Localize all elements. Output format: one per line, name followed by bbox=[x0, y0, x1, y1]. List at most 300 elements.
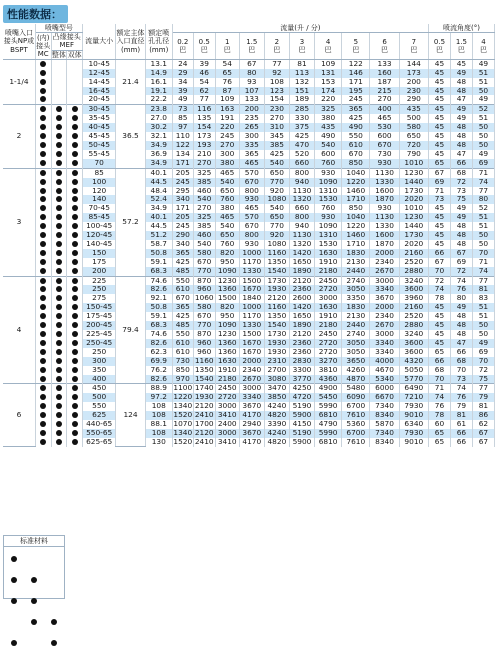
flow-cell: 385 bbox=[264, 141, 289, 150]
table-row bbox=[3, 123, 495, 132]
dot-icon bbox=[40, 188, 46, 194]
dot-icon bbox=[72, 106, 78, 112]
flow-cell: 465 bbox=[239, 159, 264, 168]
flow-cell: 146 bbox=[342, 69, 370, 78]
header-a1: 1.5 巴 bbox=[450, 33, 472, 60]
mef-whole-cell bbox=[51, 132, 67, 141]
header-angle: 喷流角度(°) bbox=[428, 24, 494, 33]
flow-cell: 1320 bbox=[289, 240, 314, 249]
angle-cell: 74 bbox=[472, 178, 494, 187]
flow-cell: 3240 bbox=[399, 330, 428, 339]
flow-cell: 950 bbox=[215, 258, 239, 267]
flow-cell: 1090 bbox=[315, 178, 342, 187]
dot-icon bbox=[56, 278, 62, 284]
flow-cell: 171 bbox=[172, 159, 193, 168]
dot-icon bbox=[40, 439, 46, 445]
angle-cell: 69 bbox=[450, 258, 472, 267]
flow-size-cell: 175 bbox=[82, 258, 115, 267]
mef-whole-cell bbox=[51, 178, 67, 187]
angle-cell: 47 bbox=[450, 95, 472, 104]
orifice-cell: 44.5 bbox=[145, 178, 172, 187]
flow-cell: 1170 bbox=[239, 258, 264, 267]
mef-body-cell bbox=[67, 294, 83, 303]
dot-icon bbox=[56, 124, 62, 130]
angle-cell: 45 bbox=[428, 204, 450, 213]
flow-cell: 151 bbox=[289, 87, 314, 96]
flow-size-cell: 150-45 bbox=[82, 303, 115, 312]
flow-cell: 200 bbox=[239, 105, 264, 114]
angle-cell: 48 bbox=[450, 222, 472, 231]
flow-cell: 2120 bbox=[289, 330, 314, 339]
flow-cell: 3240 bbox=[399, 276, 428, 285]
mef-whole-cell bbox=[51, 231, 67, 240]
angle-cell: 49 bbox=[472, 339, 494, 348]
angle-cell: 68 bbox=[450, 168, 472, 177]
flow-cell: 187 bbox=[370, 78, 399, 87]
flow-cell: 760 bbox=[315, 159, 342, 168]
dot-icon bbox=[40, 313, 46, 319]
inlet-size: 3 bbox=[3, 168, 35, 276]
flow-cell: 670 bbox=[193, 312, 215, 321]
flow-size-cell: 200-45 bbox=[82, 321, 115, 330]
mc-cell bbox=[35, 59, 51, 68]
angle-cell: 48 bbox=[450, 240, 472, 249]
flow-cell: 173 bbox=[193, 132, 215, 141]
angle-cell: 74 bbox=[450, 276, 472, 285]
flow-cell: 131 bbox=[315, 69, 342, 78]
angle-cell: 50 bbox=[472, 87, 494, 96]
flow-cell: 1540 bbox=[264, 267, 289, 276]
mc-cell bbox=[35, 204, 51, 213]
flow-cell: 4670 bbox=[370, 366, 399, 375]
dot-icon bbox=[31, 619, 37, 625]
flow-cell: 300 bbox=[239, 132, 264, 141]
dot-icon bbox=[56, 205, 62, 211]
dot-icon bbox=[56, 142, 62, 148]
mef-whole-cell bbox=[51, 384, 67, 393]
flow-cell: 270 bbox=[193, 159, 215, 168]
flow-cell: 205 bbox=[172, 168, 193, 177]
mc-cell bbox=[35, 95, 51, 104]
dot-icon bbox=[11, 598, 17, 604]
flow-cell: 1230 bbox=[215, 330, 239, 339]
flow-cell: 1220 bbox=[342, 222, 370, 231]
flow-cell: 163 bbox=[215, 105, 239, 114]
flow-cell: 770 bbox=[193, 321, 215, 330]
mef-whole-cell bbox=[51, 159, 67, 168]
flow-cell: 9010 bbox=[399, 438, 428, 447]
flow-cell: 2360 bbox=[289, 285, 314, 294]
dot-icon bbox=[40, 214, 46, 220]
flow-size-cell: 70-45 bbox=[82, 204, 115, 213]
flow-cell: 4720 bbox=[289, 393, 314, 402]
flow-cell: 4240 bbox=[264, 429, 289, 438]
flow-cell: 540 bbox=[193, 240, 215, 249]
dot-icon bbox=[72, 403, 78, 409]
flow-cell: 385 bbox=[193, 222, 215, 231]
flow-cell: 340 bbox=[172, 195, 193, 204]
legend-title: 标准材料 bbox=[4, 536, 64, 547]
mef-body-cell bbox=[67, 339, 83, 348]
flow-cell: 1730 bbox=[399, 187, 428, 196]
flow-cell: 650 bbox=[215, 231, 239, 240]
table-row bbox=[3, 438, 495, 447]
flow-cell: 1310 bbox=[315, 231, 342, 240]
dot-icon bbox=[72, 223, 78, 229]
table-header bbox=[3, 24, 495, 59]
dot-icon bbox=[40, 70, 46, 76]
angle-cell: 49 bbox=[450, 213, 472, 222]
flow-cell: 425 bbox=[172, 312, 193, 321]
orifice-cell: 34.9 bbox=[145, 159, 172, 168]
flow-size-cell: 250-45 bbox=[82, 339, 115, 348]
angle-cell: 45 bbox=[428, 87, 450, 96]
flow-cell: 7210 bbox=[399, 393, 428, 402]
angle-cell: 50 bbox=[472, 330, 494, 339]
table-row bbox=[3, 141, 495, 150]
angle-cell: 70 bbox=[472, 357, 494, 366]
flow-cell: 1500 bbox=[215, 294, 239, 303]
dot-icon bbox=[72, 304, 78, 310]
flow-cell: 550 bbox=[342, 132, 370, 141]
dot-icon bbox=[40, 133, 46, 139]
angle-cell: 72 bbox=[472, 366, 494, 375]
angle-cell: 50 bbox=[472, 141, 494, 150]
flow-cell: 375 bbox=[289, 123, 314, 132]
header-mef-body: 双体 bbox=[67, 50, 82, 59]
dot-icon bbox=[40, 61, 46, 67]
angle-cell: 48 bbox=[450, 231, 472, 240]
mc-cell bbox=[35, 159, 51, 168]
flow-cell: 530 bbox=[370, 123, 399, 132]
flow-size-cell: 35-45 bbox=[82, 114, 115, 123]
mef-body-cell bbox=[67, 249, 83, 258]
angle-cell: 51 bbox=[472, 78, 494, 87]
flow-cell: 174 bbox=[315, 87, 342, 96]
flow-cell: 245 bbox=[172, 222, 193, 231]
flow-cell: 3000 bbox=[315, 294, 342, 303]
dot-icon bbox=[40, 331, 46, 337]
mc-cell bbox=[35, 321, 51, 330]
header-mc: (内)接头MC bbox=[36, 33, 51, 59]
angle-cell: 48 bbox=[450, 87, 472, 96]
flow-cell: 1670 bbox=[239, 339, 264, 348]
flow-size-cell: 550 bbox=[82, 402, 115, 411]
flow-cell: 1090 bbox=[315, 222, 342, 231]
orifice-cell: 92.1 bbox=[145, 294, 172, 303]
mef-whole-cell bbox=[51, 285, 67, 294]
flow-cell: 2830 bbox=[289, 357, 314, 366]
angle-cell: 50 bbox=[472, 132, 494, 141]
dot-icon bbox=[11, 640, 17, 646]
flow-cell: 650 bbox=[215, 187, 239, 196]
flow-cell: 1930 bbox=[264, 348, 289, 357]
angle-cell: 66 bbox=[450, 159, 472, 168]
mef-body-cell bbox=[67, 78, 83, 87]
mc-cell bbox=[35, 357, 51, 366]
flow-cell: 1090 bbox=[215, 321, 239, 330]
flow-cell: 465 bbox=[215, 168, 239, 177]
angle-cell: 81 bbox=[472, 285, 494, 294]
dot-icon bbox=[40, 376, 46, 382]
flow-cell: 1350 bbox=[194, 365, 214, 374]
orifice-cell: 50.8 bbox=[145, 249, 172, 258]
mc-cell bbox=[35, 303, 51, 312]
dot-icon bbox=[56, 358, 62, 364]
flow-cell: 1170 bbox=[239, 312, 264, 321]
table-row bbox=[3, 168, 495, 177]
mef-body-cell bbox=[67, 114, 83, 123]
flow-cell: 290 bbox=[399, 95, 428, 104]
flow-cell: 6090 bbox=[342, 393, 370, 402]
flow-cell: 460 bbox=[193, 231, 215, 240]
dot-icon bbox=[40, 179, 46, 185]
dot-icon bbox=[56, 295, 62, 301]
flow-cell: 189 bbox=[289, 95, 314, 104]
flow-cell: 1080 bbox=[264, 240, 289, 249]
flow-cell: 1340 bbox=[173, 402, 193, 411]
flow-cell: 3650 bbox=[342, 357, 370, 366]
table-row bbox=[3, 59, 495, 68]
flow-cell: 1670 bbox=[239, 285, 264, 294]
flow-cell: 1730 bbox=[399, 231, 428, 240]
flow-cell: 2180 bbox=[315, 267, 342, 276]
flow-size-cell: 175-45 bbox=[82, 312, 115, 321]
angle-cell: 45 bbox=[428, 303, 450, 312]
orifice-cell: 59.1 bbox=[145, 258, 172, 267]
dot-icon bbox=[40, 142, 46, 148]
flow-cell: 122 bbox=[342, 59, 370, 68]
mc-cell bbox=[35, 267, 51, 276]
flow-cell: 6670 bbox=[370, 393, 399, 402]
dot-icon bbox=[72, 268, 78, 274]
flow-cell: 1530 bbox=[315, 240, 342, 249]
angle-cell: 45 bbox=[450, 59, 472, 68]
mef-whole-cell bbox=[51, 240, 67, 249]
table-row bbox=[3, 375, 495, 384]
flow-cell: 1420 bbox=[289, 303, 314, 312]
flow-cell: 2600 bbox=[289, 294, 314, 303]
dot-icon bbox=[72, 124, 78, 130]
flow-size-cell: 150 bbox=[82, 249, 115, 258]
angle-cell: 48 bbox=[450, 78, 472, 87]
dot-icon bbox=[40, 88, 46, 94]
mc-cell bbox=[35, 339, 51, 348]
angle-cell: 45 bbox=[428, 69, 450, 78]
flow-cell: 1130 bbox=[370, 213, 399, 222]
flow-cell: 310 bbox=[264, 123, 289, 132]
mc-cell bbox=[35, 132, 51, 141]
flow-cell: 3050 bbox=[342, 339, 370, 348]
flow-cell: 270 bbox=[264, 114, 289, 123]
dot-icon bbox=[72, 259, 78, 265]
mc-cell bbox=[35, 258, 51, 267]
angle-cell: 76 bbox=[450, 393, 472, 402]
mef-body-cell bbox=[67, 213, 83, 222]
angle-cell: 79 bbox=[472, 393, 494, 402]
flow-cell: 670 bbox=[342, 150, 370, 159]
header-flow: 流量(升 / 分) bbox=[172, 24, 428, 33]
table-row bbox=[3, 330, 495, 339]
dot-icon bbox=[56, 286, 62, 292]
flow-cell: 245 bbox=[215, 132, 239, 141]
flow-size-cell: 45-45 bbox=[82, 132, 115, 141]
orifice-cell: 52.4 bbox=[145, 195, 172, 204]
flow-cell: 435 bbox=[399, 105, 428, 114]
dot-icon bbox=[72, 358, 78, 364]
flow-cell: 1230 bbox=[399, 168, 428, 177]
mef-whole-cell bbox=[51, 339, 67, 348]
mef-whole-cell bbox=[51, 357, 67, 366]
flow-cell: 3410 bbox=[215, 438, 239, 447]
mef-body-cell bbox=[67, 69, 83, 78]
flow-cell: 3050 bbox=[342, 285, 370, 294]
flow-cell: 650 bbox=[264, 168, 289, 177]
angle-cell: 52 bbox=[472, 105, 494, 114]
flow-cell: 3410 bbox=[215, 411, 239, 420]
flow-cell: 465 bbox=[370, 114, 399, 123]
mc-cell bbox=[35, 420, 51, 429]
flow-cell: 850 bbox=[172, 366, 193, 375]
angle-cell: 66 bbox=[428, 249, 450, 258]
flow-cell: 800 bbox=[239, 231, 264, 240]
flow-cell: 1830 bbox=[342, 303, 370, 312]
table-row bbox=[3, 339, 495, 348]
orifice-cell: 69.9 bbox=[145, 357, 172, 366]
dot-icon bbox=[56, 403, 62, 409]
angle-cell: 45 bbox=[428, 105, 450, 114]
flow-cell: 465 bbox=[215, 213, 239, 222]
flow-cell: 540 bbox=[215, 222, 239, 231]
flow-cell: 110 bbox=[172, 132, 193, 141]
flow-cell: 62 bbox=[193, 87, 215, 96]
flow-size-cell: 50-45 bbox=[82, 141, 115, 150]
inlet-size: 1-1/4 bbox=[3, 59, 35, 105]
dot-icon bbox=[40, 286, 46, 292]
dot-icon bbox=[40, 394, 46, 400]
mef-whole-cell bbox=[51, 105, 67, 114]
mc-cell bbox=[35, 429, 51, 438]
mc-cell bbox=[35, 249, 51, 258]
flow-cell: 85 bbox=[172, 114, 193, 123]
dot-icon bbox=[40, 223, 46, 229]
flow-cell: 540 bbox=[193, 195, 215, 204]
flow-cell: 210 bbox=[193, 150, 215, 159]
flow-cell: 1310 bbox=[315, 187, 342, 196]
mef-body-cell bbox=[67, 438, 83, 447]
flow-cell: 930 bbox=[315, 213, 342, 222]
flow-cell: 4000 bbox=[370, 357, 399, 366]
table-row bbox=[3, 187, 495, 196]
flow-cell: 1460 bbox=[342, 187, 370, 196]
flow-cell: 133 bbox=[239, 95, 264, 104]
flow-cell: 550 bbox=[172, 330, 193, 339]
flow-cell: 2520 bbox=[399, 312, 428, 321]
orifice-cell: 30.2 bbox=[145, 123, 172, 132]
header-p8: 6 巴 bbox=[370, 33, 399, 60]
flow-cell: 49 bbox=[172, 95, 193, 104]
flow-cell: 5050 bbox=[399, 366, 428, 375]
angle-cell: 45 bbox=[428, 59, 450, 68]
flow-cell: 3270 bbox=[315, 357, 342, 366]
dot-icon bbox=[40, 358, 46, 364]
mc-cell bbox=[35, 114, 51, 123]
orifice-cell: 51.2 bbox=[145, 231, 172, 240]
dot-icon bbox=[56, 331, 62, 337]
table-row bbox=[3, 366, 495, 375]
mef-body-cell bbox=[67, 159, 83, 168]
flow-cell: 2740 bbox=[342, 276, 370, 285]
flow-cell: 270 bbox=[193, 204, 215, 213]
flow-size-cell: 625-65 bbox=[82, 438, 115, 447]
flow-cell: 5360 bbox=[342, 420, 370, 429]
flow-cell: 2740 bbox=[342, 330, 370, 339]
flow-cell: 245 bbox=[342, 95, 370, 104]
angle-cell: 51 bbox=[472, 69, 494, 78]
flow-cell: 3000 bbox=[370, 276, 399, 285]
flow-cell: 670 bbox=[172, 294, 193, 303]
table-row bbox=[3, 348, 495, 357]
angle-cell: 49 bbox=[472, 95, 494, 104]
dot-icon bbox=[72, 151, 78, 157]
angle-cell: 51 bbox=[472, 114, 494, 123]
table-row bbox=[3, 95, 495, 104]
flow-cell: 520 bbox=[289, 150, 314, 159]
angle-cell: 51 bbox=[472, 222, 494, 231]
table-row bbox=[3, 159, 495, 168]
flow-cell: 7610 bbox=[342, 438, 370, 447]
flow-cell: 1000 bbox=[239, 303, 264, 312]
dot-icon bbox=[56, 214, 62, 220]
angle-cell: 45 bbox=[428, 141, 450, 150]
dot-icon bbox=[56, 385, 62, 391]
flow-cell: 660 bbox=[289, 159, 314, 168]
flow-cell: 5770 bbox=[399, 375, 428, 384]
dot-icon bbox=[72, 241, 78, 247]
flow-cell: 7610 bbox=[342, 411, 370, 420]
angle-cell: 51 bbox=[472, 312, 494, 321]
flow-cell: 730 bbox=[370, 150, 399, 159]
angle-cell: 65 bbox=[428, 429, 450, 438]
flow-cell: 325 bbox=[193, 168, 215, 177]
flow-cell: 730 bbox=[172, 357, 193, 366]
mef-body-cell bbox=[67, 231, 83, 240]
dot-icon bbox=[56, 313, 62, 319]
mef-body-cell bbox=[67, 123, 83, 132]
dot-icon bbox=[72, 160, 78, 166]
mef-body-cell bbox=[67, 258, 83, 267]
dot-icon bbox=[56, 232, 62, 238]
flow-cell: 2120 bbox=[194, 428, 214, 437]
flow-cell: 76 bbox=[215, 78, 239, 87]
flow-cell: 235 bbox=[239, 114, 264, 123]
flow-cell: 660 bbox=[289, 204, 314, 213]
flow-cell: 77 bbox=[264, 59, 289, 68]
rated-bore-cell: 124 bbox=[116, 384, 145, 447]
mc-cell bbox=[35, 294, 51, 303]
table-row bbox=[3, 384, 495, 393]
orifice-cell: 14.9 bbox=[145, 69, 172, 78]
flow-cell: 1630 bbox=[315, 303, 342, 312]
flow-cell: 800 bbox=[289, 213, 314, 222]
orifice-cell: 32.1 bbox=[145, 132, 172, 141]
mc-cell bbox=[35, 178, 51, 187]
flow-cell: 1320 bbox=[289, 195, 314, 204]
flow-cell: 800 bbox=[289, 168, 314, 177]
table-row bbox=[3, 357, 495, 366]
mef-whole-cell bbox=[51, 87, 67, 96]
dot-icon bbox=[72, 376, 78, 382]
